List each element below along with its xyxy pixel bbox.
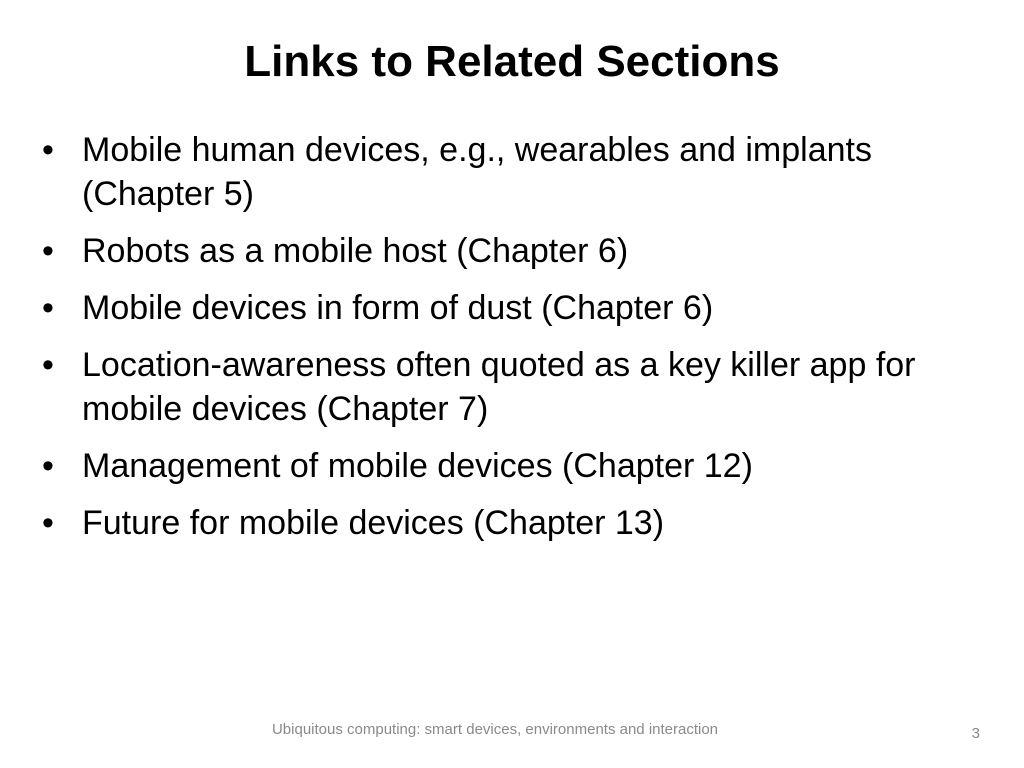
slide-title: Links to Related Sections: [244, 37, 780, 86]
bullet-list: [42, 128, 942, 558]
page-number: 3: [971, 725, 980, 742]
bullet-text: Location-awareness often quoted as a key killer app for mobile devices (Chapter 7): [82, 346, 916, 428]
bullet-dot-icon: •: [42, 504, 54, 542]
bullet-dot-icon: •: [42, 346, 54, 384]
bullet-text: Future for mobile devices (Chapter 13): [82, 504, 665, 542]
bullet-dot-icon: •: [42, 447, 54, 485]
bullet-text: Robots as a mobile host (Chapter 6): [82, 232, 629, 270]
bullet-dot-icon: •: [42, 131, 54, 169]
bullet-text: Mobile devices in form of dust (Chapter 6): [82, 289, 714, 327]
bullet-dot-icon: •: [42, 289, 54, 327]
bullet-dot-icon: •: [42, 232, 54, 270]
bullet-text: Mobile human devices, e.g., wearables and implants (Chapter 5): [82, 131, 872, 213]
bullet-item-1: [42, 128, 942, 216]
bullet-item-2: [42, 229, 942, 273]
bullet-item-4: [42, 343, 942, 431]
bullet-item-6: [42, 501, 942, 545]
bullet-item-3: [42, 286, 942, 330]
bullet-item-5: [42, 444, 942, 488]
bullet-text: Management of mobile devices (Chapter 12): [82, 447, 753, 485]
slide-footer: Ubiquitous computing: smart devices, environments and interaction: [271, 721, 719, 738]
